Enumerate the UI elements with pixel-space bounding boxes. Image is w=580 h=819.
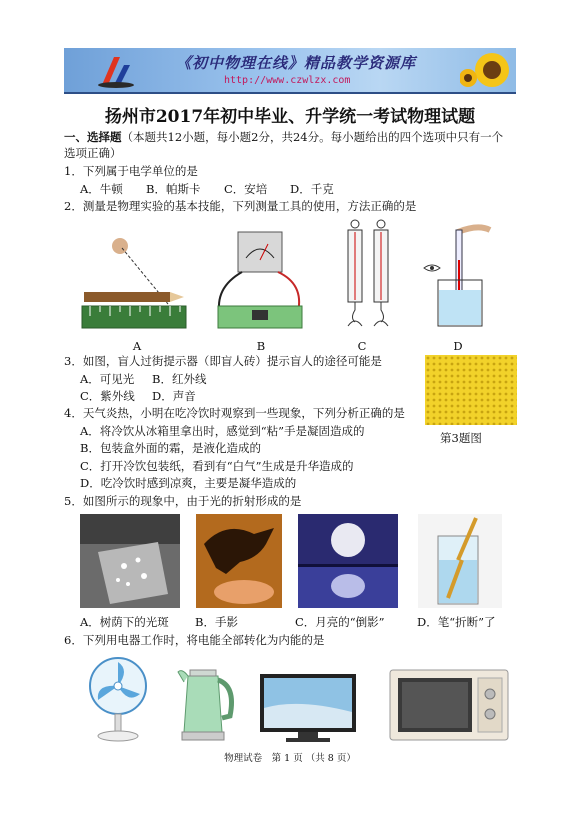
q2-stem: 2．测量是物理实验的基本技能，下列测量工具的使用，方法正确的是 — [64, 199, 417, 213]
q1-stem: 1．下列属于电学单位的是 — [64, 164, 198, 178]
q5-options — [80, 614, 520, 630]
q1-option-d: D．千克 — [290, 182, 334, 196]
q2-label-d: D — [453, 339, 463, 353]
banner-url: http://www.czwlzx.com — [224, 75, 351, 86]
microwave-oven-figure — [388, 664, 510, 744]
ruler-figure — [80, 222, 190, 332]
q3-stem: 3．如图，盲人过街提示器（即盲人砖）提示盲人的途径可能是 — [64, 354, 382, 368]
electric-fan-figure — [78, 654, 158, 744]
television-figure — [258, 672, 358, 744]
hand-shadow-figure — [196, 514, 282, 608]
sunflower-icon — [460, 48, 516, 92]
q5-option-c: C．月亮的“倒影” — [295, 615, 385, 629]
moon-reflection-figure — [298, 514, 398, 608]
q2-label-c: C — [357, 339, 367, 353]
q3-options-row1 — [80, 371, 206, 387]
page-footer: 物理试卷 第 1 页 （共 8 页） — [224, 753, 356, 764]
thermometer-beaker-figure — [418, 220, 494, 332]
section-label: 一、选择题 — [64, 130, 122, 144]
q3-figure-caption: 第3题图 — [440, 431, 482, 445]
section-intro — [64, 129, 503, 145]
q2-label-a: A — [132, 339, 142, 353]
q3-options-row2 — [80, 388, 196, 404]
bent-pencil-glass-figure — [418, 514, 502, 608]
q1-option-c: C．安培 — [224, 182, 268, 196]
header-banner — [64, 48, 516, 94]
q3-option-d: D．声音 — [152, 389, 196, 403]
ammeter-circuit-figure — [206, 228, 310, 332]
q1-options — [80, 181, 334, 197]
q5-option-b: B．手影 — [195, 615, 238, 629]
logo-icon — [94, 51, 138, 89]
q4-option-a: A．将冷饮从冰箱里拿出时，感觉到“粘”手是凝固造成的 — [80, 424, 365, 438]
q4-option-d: D．吃冷饮时感到凉爽，主要是凝华造成的 — [80, 476, 297, 490]
page-title: 扬州市2017年初中毕业、升学统一考试物理试题 — [104, 107, 476, 127]
q6-stem: 6．下列用电器工作时，将电能全部转化为内能的是 — [64, 633, 325, 647]
electric-kettle-figure — [174, 656, 240, 744]
q1-option-b: B．帕斯卡 — [146, 182, 201, 196]
q3-option-c: C．紫外线 — [80, 389, 135, 403]
q5-option-d: D．笔“折断”了 — [417, 615, 496, 629]
section-intro-line1: （本题共12小题，每小题2分，共24分。每小题给出的四个选项中只有一个 — [121, 130, 504, 144]
section-intro-line2: 选项正确） — [64, 146, 122, 160]
q4-stem: 4．天气炎热，小明在吃冷饮时观察到一些现象，下列分析正确的是 — [64, 406, 405, 420]
q4-option-c: C．打开冷饮包装纸，看到有“白气”生成是升华造成的 — [80, 459, 354, 473]
q5-stem: 5．如图所示的现象中，由于光的折射形成的是 — [64, 494, 302, 508]
q3-option-a: A．可见光 — [80, 372, 135, 386]
q1-option-a: A．牛顿 — [80, 182, 123, 196]
spring-scale-figure — [336, 218, 398, 332]
banner-title: 《初中物理在线》精品教学资源库 — [176, 54, 417, 72]
q3-option-b: B．红外线 — [152, 372, 207, 386]
tactile-paving-figure — [425, 355, 517, 425]
q2-label-b: B — [256, 339, 266, 353]
q5-option-a: A．树荫下的光斑 — [80, 615, 169, 629]
q4-option-b: B．包装盒外面的霜，是液化造成的 — [80, 441, 261, 455]
tree-shade-spots-figure — [80, 514, 180, 608]
